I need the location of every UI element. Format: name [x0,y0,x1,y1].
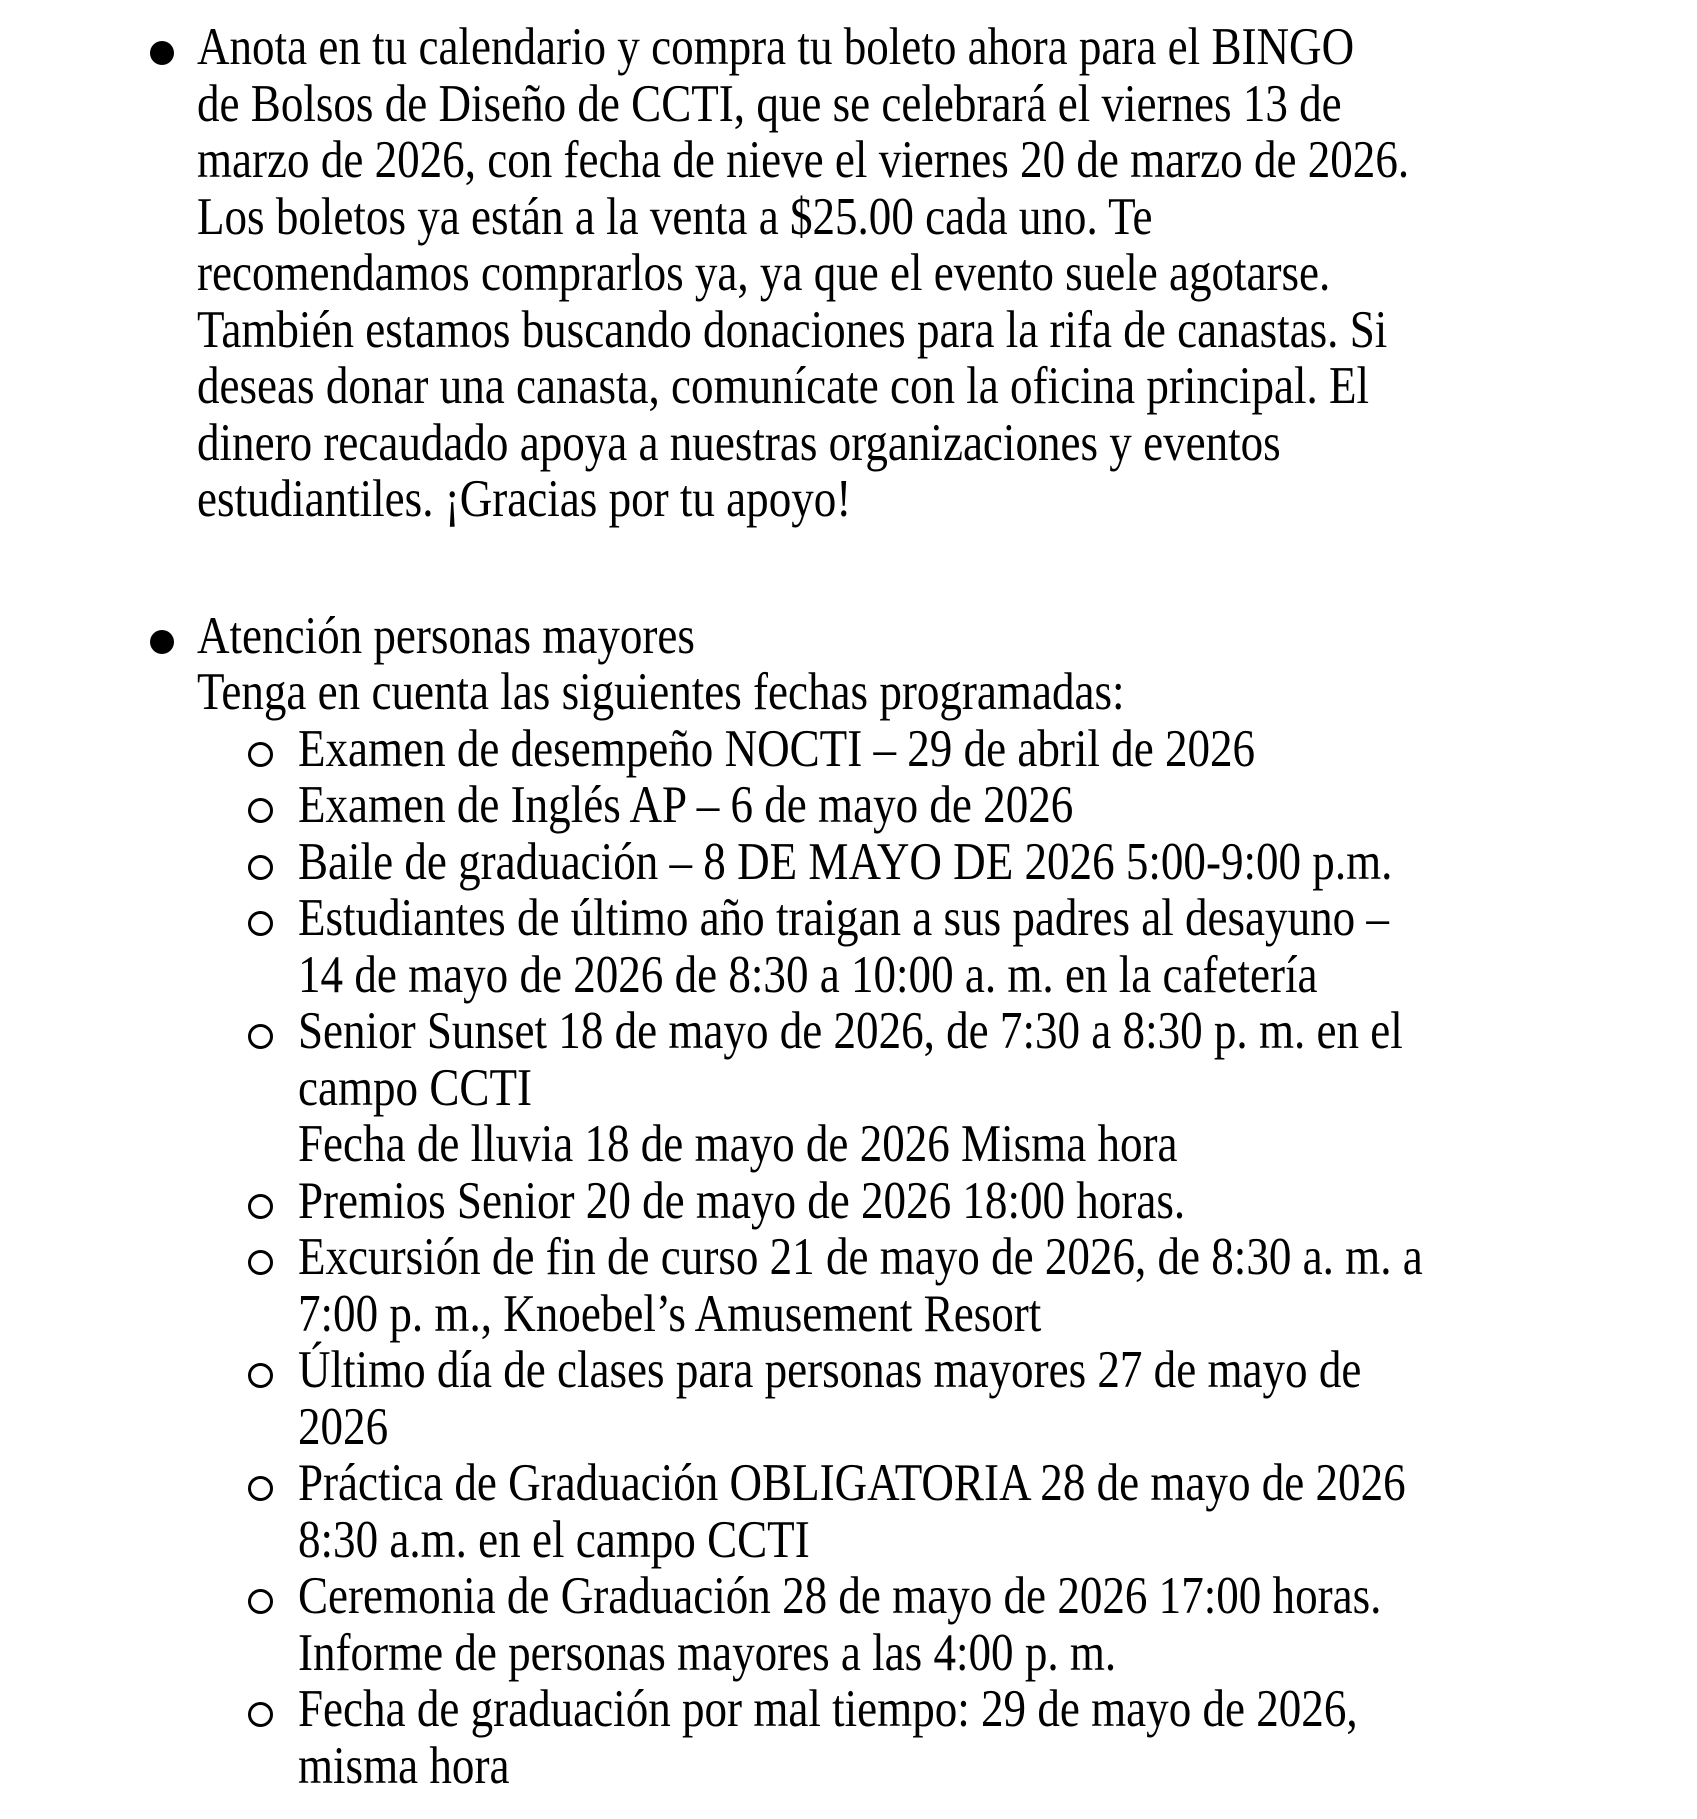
text-line: de Bolsos de Diseño de CCTI, que se celebrará el viernes 13 de [197,74,1342,133]
text-line: Examen de Inglés AP – 6 de mayo de 2026 [298,776,1074,834]
text-line: También estamos buscando donaciones para la rifa de canastas. Si [197,300,1388,359]
bullet-circle-icon [248,798,273,823]
bullet-circle-icon [248,911,273,936]
text-line: 14 de mayo de 2026 de 8:30 a 10:00 a. m. en la cafetería [298,945,1318,1004]
list-item [0,1342,1697,1455]
list-item [0,721,1697,778]
text-line: Premios Senior 20 de mayo de 2026 18:00 horas. [298,1171,1186,1230]
text-line: Ceremonia de Graduación 28 de mayo de 2026 17:00 horas. [298,1567,1382,1625]
text-line: Senior Sunset 18 de mayo de 2026, de 7:30 a 8:30 p. m. en el [298,1002,1403,1060]
list-item [0,777,1697,834]
bullet-circle-icon [248,1194,273,1219]
text-line: misma hora [298,1736,510,1795]
text-lines [298,1229,1697,1342]
list-item [0,890,1697,1003]
list-item [0,1568,1697,1681]
text-lines [298,1003,1697,1173]
text-line: Último día de clases para personas mayores 27 de mayo de [298,1341,1362,1399]
text-line: recomendamos comprarlos ya, ya que el evento suele agotarse. [197,244,1331,302]
list-item [0,1173,1697,1230]
text-line: deseas donar una canasta, comunícate con la oficina principal. El [197,357,1370,415]
text-line: dinero recaudado apoya a nuestras organizaciones y eventos [197,413,1281,472]
text-lines [298,777,1697,834]
list-item [0,1681,1697,1794]
text-lines [298,1568,1697,1681]
bullet-circle-icon [248,855,273,880]
text-line: Examen de desempeño NOCTI – 29 de abril de 2026 [298,719,1256,778]
text-line: Fecha de graduación por mal tiempo: 29 de mayo de 2026, [298,1680,1358,1738]
list-item [0,834,1697,891]
text-line: 2026 [298,1397,389,1456]
list-item [0,608,1697,721]
text-line: 7:00 p. m., Knoebel’s Amusement Resort [298,1284,1042,1343]
text-line: Anota en tu calendario y compra tu boleto ahora para el BINGO [197,18,1355,76]
bullet-circle-icon [248,1589,273,1614]
bullet-circle-icon [248,1024,273,1049]
bullet-circle-icon [248,1476,273,1501]
bullet-circle-icon [248,742,273,767]
text-line: Excursión de fin de curso 21 de mayo de 2026, de 8:30 a. m. a [298,1228,1423,1286]
text-line: marzo de 2026, con fecha de nieve el viernes 20 de marzo de 2026. [197,131,1410,189]
bullet-circle-icon [248,1702,273,1727]
text-line: Tenga en cuenta las siguientes fechas programadas: [197,663,1125,721]
bullet-circle-icon [248,1250,273,1275]
list-item [0,1229,1697,1342]
text-lines [298,1681,1697,1794]
text-lines [298,721,1697,778]
bullet-disc-icon [150,41,174,65]
text-line: Informe de personas mayores a las 4:00 p. m. [298,1623,1117,1682]
text-line: 8:30 a.m. en el campo CCTI [298,1510,810,1569]
bullet-disc-icon [150,630,174,654]
text-lines [298,1173,1697,1230]
text-line: Los boletos ya están a la venta a $25.00 cada uno. Te [197,187,1153,246]
text-lines [298,1455,1697,1568]
list-item [0,19,1697,528]
text-lines [298,890,1697,1003]
text-line: campo CCTI [298,1058,532,1117]
bulleted-list [0,19,1697,1794]
bullet-circle-icon [248,1363,273,1388]
text-lines [197,608,1697,721]
text-lines [298,834,1697,891]
text-line: Estudiantes de último año traigan a sus padres al desayuno – [298,889,1389,947]
text-line: Práctica de Graduación OBLIGATORIA 28 de mayo de 2026 [298,1454,1406,1512]
text-line: estudiantiles. ¡Gracias por tu apoyo! [197,470,852,528]
list-item [0,1003,1697,1173]
text-lines [298,1342,1697,1455]
list-item [0,1455,1697,1568]
text-line: Baile de graduación – 8 DE MAYO DE 2026 5:00-9:00 p.m. [298,832,1393,891]
text-lines [197,19,1697,528]
text-line: Fecha de lluvia 18 de mayo de 2026 Misma hora [298,1115,1178,1173]
text-line: Atención personas mayores [197,606,695,665]
